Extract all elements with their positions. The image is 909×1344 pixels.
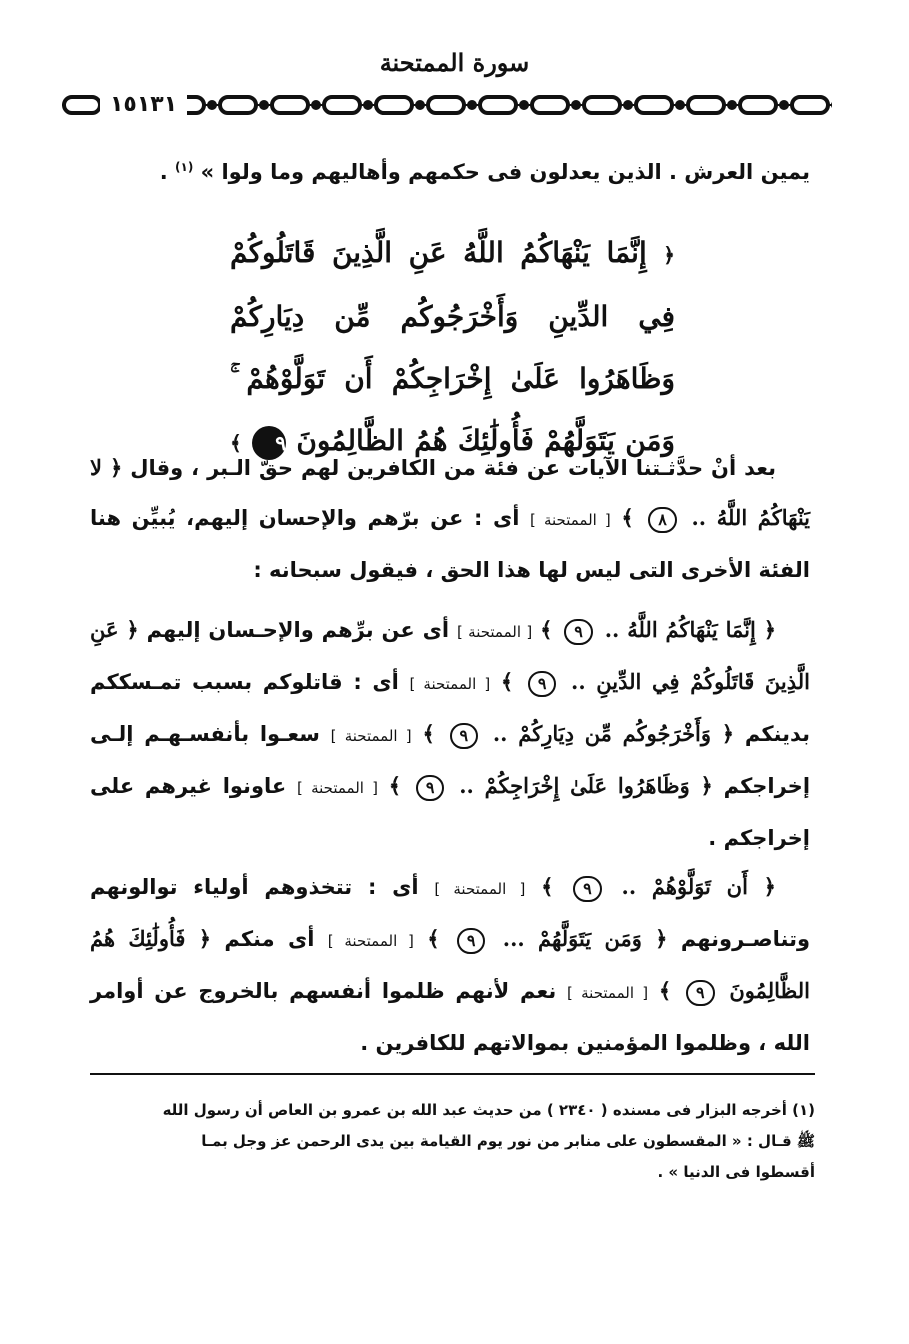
para3-quote-1: ﴿ أَن تَوَلَّوْهُمْ .. ٩ ﴾ [541,874,776,899]
surah-reference: [ الممتحنة ] [530,511,611,529]
verse-ref-oval: ٩ [416,775,445,801]
ayah-close-mark: ﴾ [230,431,242,455]
surah-reference: [ الممتحنة ] [434,880,526,898]
chain-dot [417,102,423,108]
intro-paragraph [90,142,810,197]
footnotes [90,1095,815,1188]
chain-dot [313,102,319,108]
ayah-open-mark: ﴿ [663,243,676,267]
ayah-text: إِنَّمَا يَنْهَاكُمُ اللَّهُ عَنِ الَّذِينَ قَاتَلُوكُمْ فِي الدِّينِ وَأَخْرَجُوكُم مِّن دِيَارِكُمْ وَظَاهَرُوا عَلَىٰ إِخْرَاجِكُمْ أَن تَوَلَّوْهُمْ ۚ وَمَن يَتَوَلَّهُمْ فَأُولَٰئِكَ هُمُ الظَّالِمُونَ [230,236,676,457]
para3-text-1: أى : تتخذوهم أولياء توالونهم وتناصـرونهم [90,875,811,951]
para2-quote-1: ﴿ إِنَّمَا يَنْهَاكُمُ اللَّهُ .. ٩ ﴾ [540,617,776,642]
para2-text-3: سعـوا بأنفسـهـم إلـى إخراجكم [90,722,811,798]
intro-end: . [159,160,168,184]
para2-text-1: أى عن برِّهم والإحـسان إليهم [146,618,450,642]
surah-reference: [ الممتحنة ] [330,727,412,745]
surah-reference: [ الممتحنة ] [567,984,649,1002]
surah-title: سورة الممتحنة [379,48,530,77]
verse-ref-oval: ٩ [528,671,557,697]
verse-ref-oval: ٩ [457,928,486,954]
verse-ref-oval: ٨ [648,507,677,533]
chain-link [272,97,308,113]
verse-ref-oval: ٩ [564,619,593,645]
para2-quote-2: ﴿ عَنِ الَّذِينَ قَاتَلُوكُمْ فِي الدِّينِ .. ٩ ﴾ [90,617,810,694]
para2-text-4: عاونوا غيرهم على إخراجكم . [90,774,810,850]
chain-dot [677,102,683,108]
para3-text-2: أى منكم [224,927,315,951]
chain-link [688,97,724,113]
chain-dot [521,102,527,108]
surah-reference: [ الممتحنة ] [456,623,533,641]
commentary-paragraph-1 [90,443,810,595]
footnote-mark[interactable]: (١) [175,160,194,174]
verse-ref-oval: ٩ [573,876,602,902]
ayah-block [230,222,675,474]
verse-ref-oval: ٩ [450,723,479,749]
chain-link [220,97,256,113]
chain-dot [469,102,475,108]
footnote-line-2: ﷺ قـال : « المقسطون على منابر من نور يوم القيامة بين يدى الرحمن عز وجل بمـا [201,1132,815,1150]
footnote-line-1: (١) أخرجه البزار فى مسنده ( ٢٣٤٠ ) من حديث عبد الله بن عمرو بن العاص أن رسول الله [162,1101,815,1119]
chain-link [636,97,672,113]
surah-reference: [ الممتحنة ] [297,779,378,797]
footnote-divider [90,1073,815,1075]
chain-link [480,97,516,113]
para3-text-3: نعم لأنهم ظلموا أنفسهم بالخروج عن أوامر الله ، وظلموا المؤمنين بموالاتهم للكافرين . [90,979,810,1055]
chain-link [324,97,360,113]
chain-link [64,97,100,113]
para3-quote-3: ﴿ فَأُولَٰئِكَ هُمُ الظَّالِمُونَ ٩ ﴾ [90,926,810,1003]
para1-line2: أى : عن برّهم والإحسان إليهم، [186,506,520,530]
para2-quote-3: ﴿ وَأَخْرَجُوكُم مِّن دِيَارِكُمْ .. ٩ ﴾ [422,721,734,746]
footnote-line-3: أقسطوا فى الدنيا » . [657,1163,815,1181]
chain-dot [625,102,631,108]
chain-link [792,97,828,113]
para1-quote: ﴿ لا يَنْهَاكُمُ اللَّهُ .. ٨ ﴾ [90,455,810,530]
para1-line3: يُبيِّن هنا الفئة الأخرى التى ليس لها هذا الحق ، فيقول سبحانه : [90,506,810,582]
chain-dot [781,102,787,108]
chain-dot [573,102,579,108]
chain-link [376,97,412,113]
chain-link [584,97,620,113]
commentary-paragraph-2 [90,605,810,863]
chain-link [740,97,776,113]
para1-line1: بعد أنْ حدَّثـتنا الآيات عن فئة من الكافرين لهم حقّ الـبر ، وقال [130,456,777,480]
commentary-paragraph-3 [90,862,810,1068]
para2-quote-4: ﴿ وَظَاهَرُوا عَلَىٰ إِخْرَاجِكُمْ .. ٩ ﴾ [389,773,713,798]
chain-link [428,97,464,113]
intro-text: يمين العرش . الذين يعدلون فى حكمهم وأهاليهم وما ولوا » [200,160,810,184]
chain-dot [261,102,267,108]
para3-quote-2: ﴿ وَمَن يَتَوَلَّهُمْ ... ٩ ﴾ [427,926,667,951]
chain-dot [209,102,215,108]
surah-reference: [ الممتحنة ] [327,932,414,950]
para2-text-2: أى : قاتلوكم بسبب تمـسككم بدينكم [90,670,811,746]
verse-ref-oval: ٩ [686,980,715,1006]
surah-reference: [ الممتحنة ] [409,675,491,693]
chain-dot [365,102,371,108]
chain-dot [729,102,735,108]
verse-number-marker: ٩ [252,426,286,460]
page-number: ١٥١٣١ [100,90,187,120]
chain-link [532,97,568,113]
